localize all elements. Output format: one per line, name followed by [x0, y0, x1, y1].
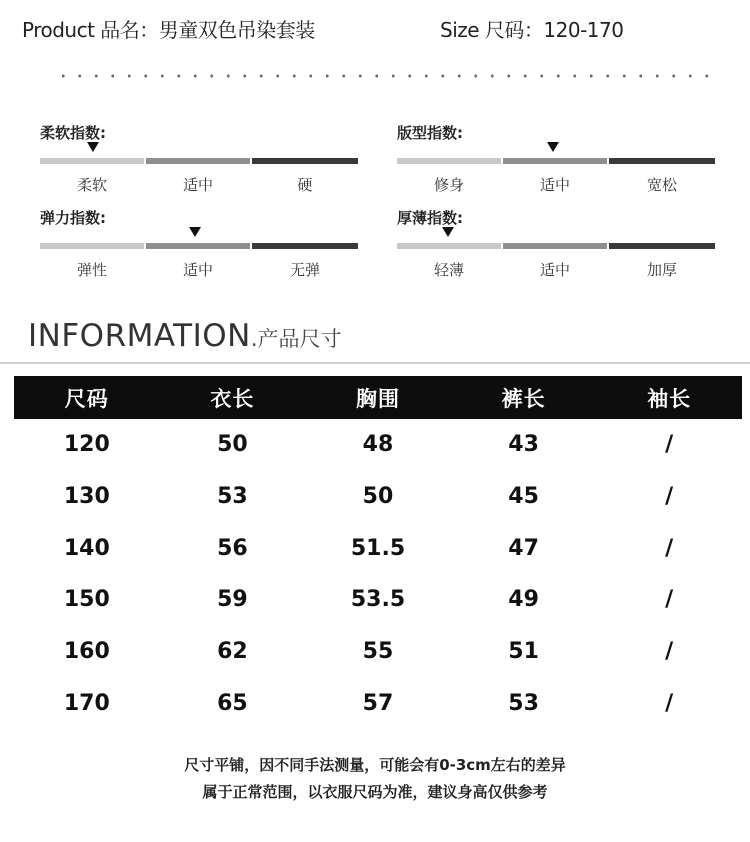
scale-segment [146, 158, 250, 164]
scale-segment [146, 243, 250, 249]
size-range: Size 尺码：120-170 [440, 18, 624, 42]
metric-title: 柔软指数: [40, 124, 106, 142]
information-title: INFORMATION [28, 318, 251, 354]
information-heading [28, 318, 342, 354]
header [0, 8, 750, 44]
column-header: 袖长 [647, 386, 692, 411]
table-cell: 130 [63, 484, 110, 510]
table-cell: 120 [63, 432, 110, 458]
column-header: 衣长 [210, 386, 255, 411]
table-row [14, 419, 742, 471]
scale-label: 适中 [182, 261, 213, 279]
scale-label: 硬 [297, 176, 313, 194]
scale-label: 适中 [182, 176, 213, 194]
table-cell: / [665, 587, 674, 613]
metric-thickness [397, 207, 715, 287]
metric-title: 弹力指数: [40, 209, 106, 227]
note-line: 尺寸平铺，因不同手法测量，可能会有0-3cm左右的差异 [184, 756, 566, 774]
metric-fit [397, 122, 715, 202]
table-cell: 160 [63, 639, 110, 665]
table-cell: 57 [362, 690, 394, 716]
scale-segment [252, 158, 358, 164]
scale-label: 宽松 [646, 176, 677, 194]
scale-segment [40, 158, 144, 164]
table-cell: 43 [508, 432, 539, 458]
table-row [14, 574, 742, 626]
table-cell: 51.5 [350, 535, 406, 561]
size-table [14, 376, 742, 729]
product-name: Product 品名：男童双色吊染套装 [22, 18, 315, 42]
scale-segment [397, 158, 501, 164]
scale-label: 柔软 [76, 176, 107, 194]
metric-title: 厚薄指数: [397, 209, 463, 227]
scale-label: 修身 [433, 176, 464, 194]
table-cell: 55 [362, 639, 394, 665]
table-cell: 50 [362, 484, 394, 510]
column-header: 尺码 [64, 386, 109, 411]
table-cell: 48 [362, 432, 394, 458]
table-cell: 53 [508, 690, 539, 716]
table-cell: 140 [63, 535, 110, 561]
column-header: 胸围 [355, 386, 400, 411]
table-cell: 53 [217, 484, 248, 510]
measurement-notes [0, 752, 750, 806]
information-subtitle: .产品尺寸 [250, 327, 342, 351]
table-cell: 50 [217, 432, 248, 458]
scale-label: 适中 [539, 261, 570, 279]
level-marker-icon [189, 227, 201, 237]
table-cell: / [665, 690, 674, 716]
table-cell: 150 [63, 587, 110, 613]
metric-title: 版型指数: [397, 124, 463, 142]
table-cell: 49 [508, 587, 539, 613]
scale-label: 加厚 [646, 261, 677, 279]
table-cell: / [665, 484, 674, 510]
level-marker-icon [442, 227, 454, 237]
scale-segment [252, 243, 358, 249]
scale-label: 适中 [539, 176, 570, 194]
table-cell: 65 [217, 690, 248, 716]
scale-segment [503, 158, 607, 164]
table-cell: 170 [63, 690, 110, 716]
table-row [14, 471, 742, 523]
metric-elasticity [40, 207, 358, 287]
table-cell: 45 [508, 484, 539, 510]
scale-label: 无弹 [289, 261, 320, 279]
scale-label: 弹性 [76, 261, 107, 279]
note-line: 属于正常范围，以衣服尺码为准，建议身高仅供参考 [202, 783, 548, 801]
level-marker-icon [547, 142, 559, 152]
scale-segment [609, 243, 715, 249]
table-cell: 51 [508, 639, 539, 665]
scale-segment [40, 243, 144, 249]
scale-segment [503, 243, 607, 249]
section-divider [0, 362, 750, 364]
table-row [14, 522, 742, 574]
level-marker-icon [87, 142, 99, 152]
table-cell: 53.5 [350, 587, 406, 613]
table-cell: 62 [217, 639, 248, 665]
table-cell: / [665, 535, 674, 561]
metric-softness [40, 122, 358, 202]
dotted-divider [55, 72, 720, 80]
scale-segment [397, 243, 501, 249]
scale-label: 轻薄 [433, 261, 464, 279]
table-header-row [14, 376, 742, 419]
table-row [14, 677, 742, 729]
column-header: 裤长 [501, 386, 546, 411]
table-cell: 56 [217, 535, 248, 561]
table-row [14, 626, 742, 678]
table-cell: 59 [217, 587, 248, 613]
table-cell: / [665, 639, 674, 665]
scale-segment [609, 158, 715, 164]
table-cell: / [665, 432, 674, 458]
table-cell: 47 [508, 535, 539, 561]
